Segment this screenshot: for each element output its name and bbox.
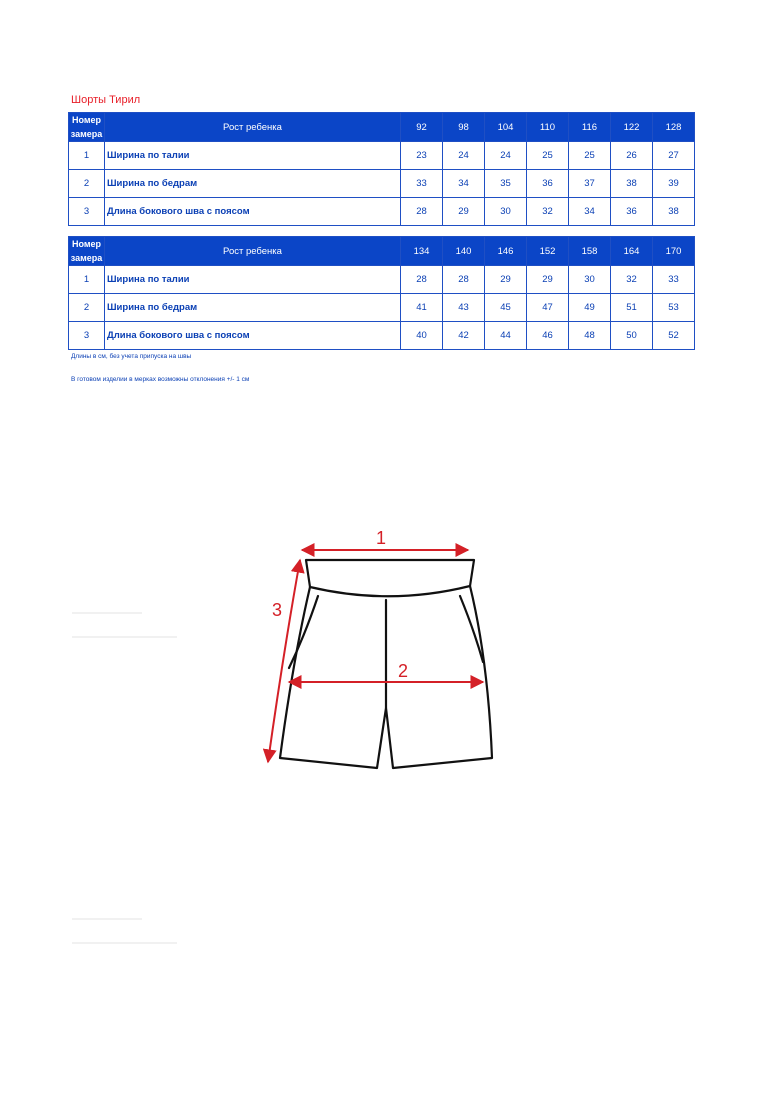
measure-value: 32 (611, 266, 653, 294)
header-child-height: Рост ребенка (105, 237, 401, 266)
measure-name: Ширина по бедрам (105, 170, 401, 198)
measure-value: 40 (401, 322, 443, 350)
header-size: 116 (569, 113, 611, 142)
size-table-1 (68, 112, 695, 226)
table-header-row (69, 113, 695, 142)
measure-value: 25 (569, 142, 611, 170)
diagram-label-1: 1 (376, 528, 387, 548)
measure-value: 35 (485, 170, 527, 198)
measure-value: 28 (443, 266, 485, 294)
measure-name: Ширина по талии (105, 266, 401, 294)
measure-value: 34 (569, 198, 611, 226)
measure-number: 2 (69, 170, 105, 198)
faint-mark (72, 612, 142, 614)
measure-value: 49 (569, 294, 611, 322)
measure-number: 3 (69, 322, 105, 350)
measure-value: 45 (485, 294, 527, 322)
measure-value: 53 (653, 294, 695, 322)
measure-value: 44 (485, 322, 527, 350)
table-row (69, 294, 695, 322)
measure-value: 36 (611, 198, 653, 226)
measure-value: 36 (527, 170, 569, 198)
note-units: Длины в см, без учета припуска на швы (71, 353, 192, 360)
measure-value: 25 (527, 142, 569, 170)
measure-value: 29 (527, 266, 569, 294)
measure-value: 26 (611, 142, 653, 170)
header-size: 146 (485, 237, 527, 266)
measure-value: 27 (653, 142, 695, 170)
measure-value: 38 (653, 198, 695, 226)
header-size: 122 (611, 113, 653, 142)
measure-number: 1 (69, 266, 105, 294)
faint-mark (72, 942, 177, 944)
left-pocket (289, 596, 318, 668)
table-row (69, 170, 695, 198)
shorts-measurement-diagram (262, 525, 502, 775)
measure-value: 47 (527, 294, 569, 322)
measure-value: 43 (443, 294, 485, 322)
shorts-outline (280, 560, 492, 768)
waistband (306, 560, 474, 596)
measure-value: 48 (569, 322, 611, 350)
measure-name: Ширина по талии (105, 142, 401, 170)
measure-value: 34 (443, 170, 485, 198)
measure-value: 30 (569, 266, 611, 294)
measure-value: 50 (611, 322, 653, 350)
header-size: 152 (527, 237, 569, 266)
diagram-label-2: 2 (398, 661, 409, 681)
table-row (69, 266, 695, 294)
measure-value: 51 (611, 294, 653, 322)
header-size: 128 (653, 113, 695, 142)
measure-value: 32 (527, 198, 569, 226)
header-size: 134 (401, 237, 443, 266)
header-size: 92 (401, 113, 443, 142)
diagram-label-3: 3 (272, 600, 283, 620)
measure-value: 28 (401, 198, 443, 226)
size-table-2 (68, 236, 695, 350)
measure-value: 29 (443, 198, 485, 226)
header-measure-number: Номер замера (69, 237, 105, 266)
measure-value: 24 (443, 142, 485, 170)
header-child-height: Рост ребенка (105, 113, 401, 142)
measure-value: 33 (653, 266, 695, 294)
table-row (69, 198, 695, 226)
measure-value: 24 (485, 142, 527, 170)
faint-mark (72, 918, 142, 920)
header-size: 98 (443, 113, 485, 142)
header-size: 170 (653, 237, 695, 266)
page-title: Шорты Тирил (71, 94, 141, 106)
table-row (69, 322, 695, 350)
measure-value: 46 (527, 322, 569, 350)
measure-name: Длина бокового шва с поясом (105, 322, 401, 350)
header-size: 140 (443, 237, 485, 266)
measure-number: 3 (69, 198, 105, 226)
measure-number: 2 (69, 294, 105, 322)
measure-value: 30 (485, 198, 527, 226)
measure-value: 37 (569, 170, 611, 198)
measure-value: 33 (401, 170, 443, 198)
header-size: 110 (527, 113, 569, 142)
header-measure-number: Номер замера (69, 113, 105, 142)
note-tolerance: В готовом изделии в мерках возможны отклонения +/- 1 см (71, 376, 250, 383)
header-size: 158 (569, 237, 611, 266)
measure-value: 39 (653, 170, 695, 198)
measure-value: 29 (485, 266, 527, 294)
measure-name: Длина бокового шва с поясом (105, 198, 401, 226)
faint-mark (72, 636, 177, 638)
measure-value: 41 (401, 294, 443, 322)
measure-value: 28 (401, 266, 443, 294)
measure-value: 23 (401, 142, 443, 170)
measure-name: Ширина по бедрам (105, 294, 401, 322)
table-header-row (69, 237, 695, 266)
measure-value: 52 (653, 322, 695, 350)
measure-number: 1 (69, 142, 105, 170)
header-size: 104 (485, 113, 527, 142)
table-row (69, 142, 695, 170)
header-size: 164 (611, 237, 653, 266)
measure-value: 38 (611, 170, 653, 198)
measure-value: 42 (443, 322, 485, 350)
